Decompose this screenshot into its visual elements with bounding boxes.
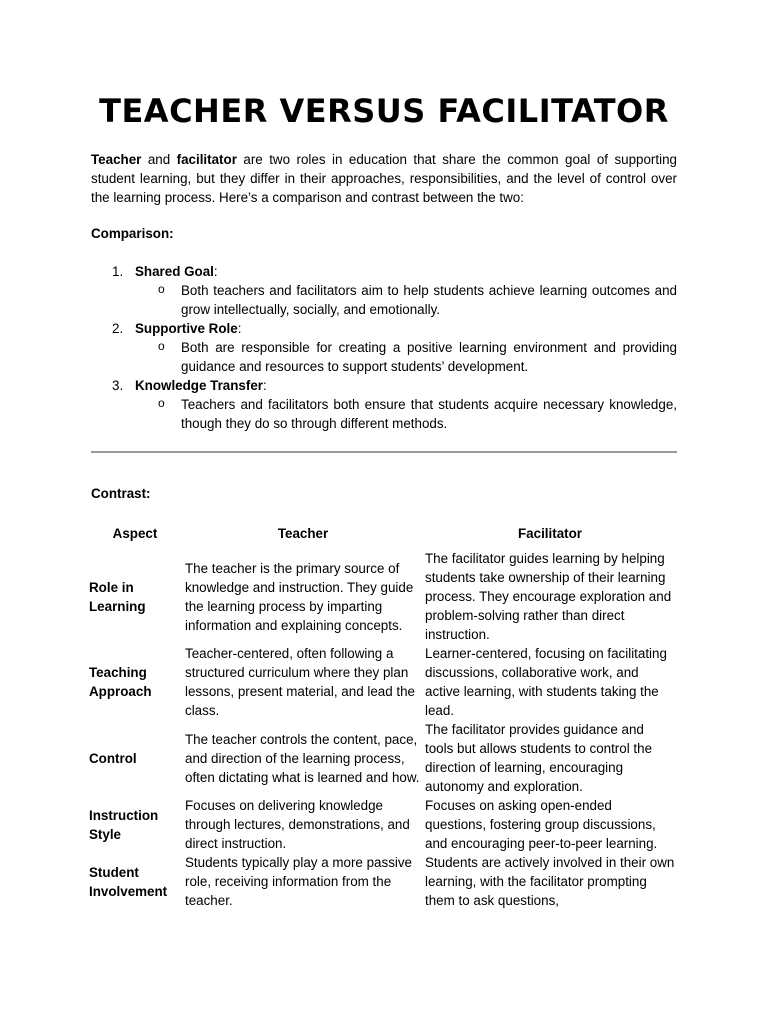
list-item-detail <box>158 281 677 319</box>
list-item <box>91 319 677 376</box>
teacher-cell: Teacher-centered, often following a structured curriculum where they plan lessons, present material, and lead the class. <box>185 646 416 718</box>
list-item-label: Supportive Role <box>135 321 238 336</box>
list-item-label: Shared Goal <box>135 264 214 279</box>
list-item <box>91 376 677 433</box>
comparison-heading: Comparison: <box>91 226 174 241</box>
facilitator-cell: Students are actively involved in their own learning, with the facilitator prompting them to ask questions, <box>425 855 675 908</box>
list-item-label: Knowledge Transfer <box>135 378 263 393</box>
contrast-heading: Contrast: <box>91 486 151 501</box>
teacher-cell: Students typically play a more passive role, receiving information from the teacher. <box>185 855 413 908</box>
aspect-cell: Control <box>89 750 137 766</box>
list-number: 3. <box>112 378 124 393</box>
teacher-cell: The teacher controls the content, pace, and direction of the learning process, often dictating what is learned and how. <box>185 731 420 785</box>
list-item <box>91 262 677 319</box>
table-row <box>87 853 677 910</box>
aspect-cell: Role in Learning <box>89 579 146 614</box>
facilitator-cell: The facilitator provides guidance and tools but allows students to control the direction of learning, encouraging autonomy and exploration. <box>425 722 653 794</box>
list-item-colon: : <box>213 264 218 279</box>
comparison-list <box>91 262 677 433</box>
list-item-colon: : <box>262 378 267 393</box>
intro-paragraph <box>91 150 677 207</box>
facilitator-cell: Learner-centered, focusing on facilitating discussions, collaborative work, and active learning, with students taking the lead. <box>425 646 667 718</box>
intro-term-teacher: Teacher <box>91 152 142 167</box>
list-item-detail <box>158 338 677 376</box>
aspect-cell: Instruction Style <box>89 807 159 842</box>
column-header-aspect: Aspect <box>112 526 158 541</box>
teacher-cell: Focuses on delivering knowledge through lectures, demonstrations, and direct instruction. <box>185 798 410 851</box>
list-item-detail <box>158 395 677 433</box>
contrast-table <box>87 521 677 910</box>
table-header-row <box>87 521 677 549</box>
aspect-cell: Student Involvement <box>89 864 168 899</box>
intro-term-facilitator: facilitator <box>176 152 237 167</box>
list-item-colon: : <box>237 321 242 336</box>
bullet-icon: o <box>158 396 165 410</box>
facilitator-cell: The facilitator guides learning by helping students take ownership of their learning process. They encourage exploration and problem-solving rather than direct instruction. <box>425 551 672 642</box>
bullet-icon: o <box>158 339 165 353</box>
facilitator-cell: Focuses on asking open-ended questions, fostering group discussions, and encouraging peer-to-peer learning. <box>425 798 658 851</box>
bullet-icon: o <box>158 282 165 296</box>
teacher-cell: The teacher is the primary source of knowledge and instruction. They guide the learning process by imparting information and explaining concepts. <box>185 560 414 633</box>
list-number: 1. <box>112 264 124 279</box>
table-row <box>87 549 677 644</box>
table-row <box>87 796 677 853</box>
list-item-detail-text: Teachers and facilitators both ensure that students acquire necessary knowledge, though they do so through different methods. <box>181 397 677 431</box>
horizontal-divider <box>91 451 677 453</box>
intro-text: are two roles in education that share the common goal of supporting student learning, but they differ in their approaches, responsibilities, and the level of control over the learning process. Here’s a comparison and contrast between the two: <box>91 152 677 205</box>
list-item-detail-text: Both are responsible for creating a positive learning environment and providing guidance and resources to support students’ development. <box>181 340 677 374</box>
table-row <box>87 644 677 720</box>
intro-and: and <box>141 152 177 167</box>
list-item-detail-text: Both teachers and facilitators aim to help students achieve learning outcomes and grow intellectually, socially, and emotionally. <box>181 283 677 317</box>
list-number: 2. <box>112 321 124 336</box>
aspect-cell: Teaching Approach <box>89 665 152 699</box>
table-row <box>87 720 677 796</box>
column-header-teacher: Teacher <box>277 526 329 541</box>
column-header-facilitator: Facilitator <box>518 526 582 541</box>
page-title: TEACHER VERSUS FACILITATOR <box>99 92 669 130</box>
